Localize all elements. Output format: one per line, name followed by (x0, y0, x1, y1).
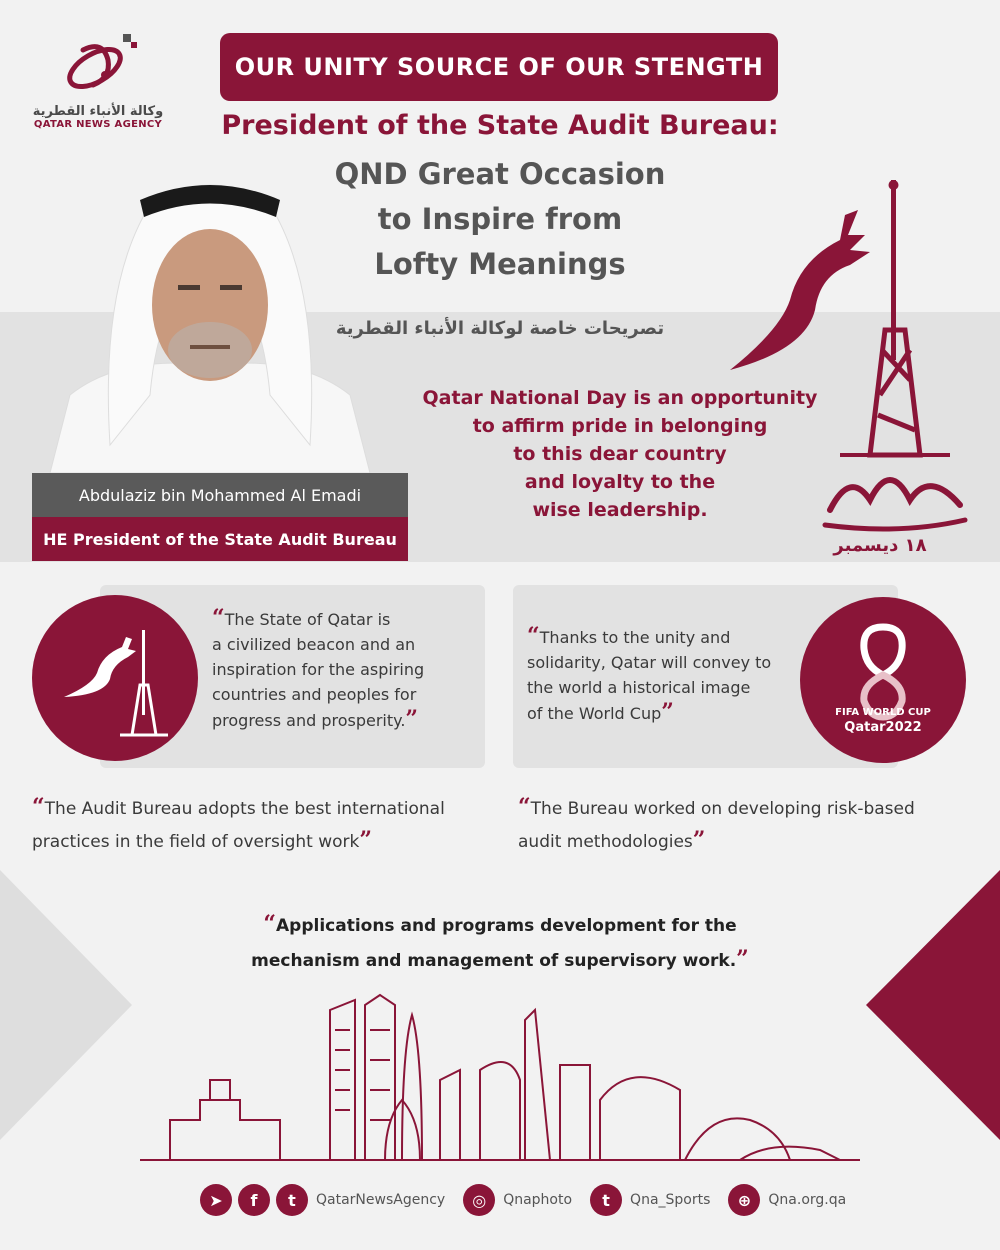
quote-line: the world a historical image (527, 678, 751, 697)
close-quote-icon: ” (405, 706, 419, 732)
quote-1 (212, 606, 477, 733)
flag-hand-icon (32, 595, 198, 761)
quote-2 (527, 624, 795, 726)
world-cup-label: Qatar2022 (844, 720, 922, 735)
quote-line: Applications and programs development for the (276, 916, 737, 936)
quote-3 (32, 792, 492, 858)
portrait-photo (40, 165, 380, 473)
twitter-icon[interactable]: t (276, 1184, 308, 1216)
open-quote-icon: “ (518, 794, 531, 820)
subhead-line: QND Great Occasion (334, 157, 666, 191)
quote-line: solidarity, Qatar will convey to (527, 653, 772, 672)
open-quote-icon: “ (32, 794, 45, 820)
world-cup-circle (800, 597, 966, 763)
quote-4 (518, 792, 978, 858)
open-quote-icon: “ (212, 605, 225, 631)
person-name: Abdulaziz bin Mohammed Al Emadi (32, 473, 408, 517)
instagram-icon[interactable]: ◎ (463, 1184, 495, 1216)
arabic-subtitle: تصريحات خاصة لوكالة الأنباء القطرية (335, 318, 665, 339)
skyline-icon (140, 990, 860, 1170)
close-quote-icon: ” (359, 827, 372, 853)
quote-line: progress and prosperity. (212, 711, 406, 730)
subhead-line: to Inspire from (377, 202, 623, 236)
opportunity-line: and loyalty to the (524, 471, 716, 493)
quote-line: mechanism and management of supervisory work. (251, 951, 737, 971)
opportunity-line: Qatar National Day is an opportunity (422, 387, 818, 409)
national-day-date: ١٨ ديسمبر (833, 535, 927, 556)
world-cup-label: FIFA WORLD CUP (835, 707, 931, 718)
logo-english-name: QATAR NEWS AGENCY (33, 119, 163, 130)
logo-arabic-name: وكالة الأنباء القطرية (32, 104, 164, 119)
quote-5 (240, 908, 760, 978)
subhead-line: Lofty Meanings (374, 247, 626, 281)
social-footer (200, 1180, 847, 1220)
flag-circle (32, 595, 198, 761)
social-handle[interactable]: Qnaphoto (503, 1192, 573, 1208)
quote-line: countries and peoples for (212, 685, 417, 704)
qna-logo-icon (53, 30, 143, 102)
quote-line: The State of Qatar is (224, 610, 391, 629)
qna-logo (28, 30, 168, 145)
opportunity-line: to this dear country (513, 443, 727, 465)
quote-line: of the World Cup (527, 704, 662, 723)
flag-hand-icon (720, 180, 980, 560)
opportunity-line: wise leadership. (532, 499, 708, 521)
quote-line: practices in the field of oversight work (32, 832, 360, 852)
header-banner: OUR UNITY SOURCE OF OUR STENGTH (220, 33, 778, 101)
quote-line: Thanks to the unity and (539, 628, 731, 647)
quote-line: The Bureau worked on developing risk-based (530, 799, 915, 819)
opportunity-line: to affirm pride in belonging (472, 415, 768, 437)
open-quote-icon: “ (263, 911, 276, 937)
globe-icon[interactable]: ⊕ (728, 1184, 760, 1216)
social-handle[interactable]: QatarNewsAgency (316, 1192, 446, 1208)
website-link[interactable]: Qna.org.qa (768, 1192, 847, 1208)
close-quote-icon: ” (736, 946, 749, 972)
open-quote-icon: “ (527, 623, 540, 649)
social-handle[interactable]: Qna_Sports (630, 1192, 711, 1208)
doha-skyline (140, 990, 860, 1170)
close-quote-icon: ” (692, 827, 706, 853)
quote-line: audit methodologies (518, 832, 693, 852)
decor-triangle-right (866, 870, 1000, 1140)
person-title: HE President of the State Audit Bureau (32, 517, 408, 561)
close-quote-icon: ” (661, 699, 674, 725)
quote-line: a civilized beacon and an (212, 635, 416, 654)
headline: President of the State Audit Bureau: (221, 110, 779, 141)
national-day-emblem (720, 180, 980, 560)
decor-triangle-left (0, 870, 132, 1140)
quote-line: inspiration for the aspiring (212, 660, 425, 679)
world-cup-logo-icon (800, 597, 966, 763)
twitter-icon[interactable]: t (590, 1184, 622, 1216)
quote-line: The Audit Bureau adopts the best international (44, 799, 445, 819)
telegram-icon[interactable]: ➤ (200, 1184, 232, 1216)
facebook-icon[interactable]: f (238, 1184, 270, 1216)
